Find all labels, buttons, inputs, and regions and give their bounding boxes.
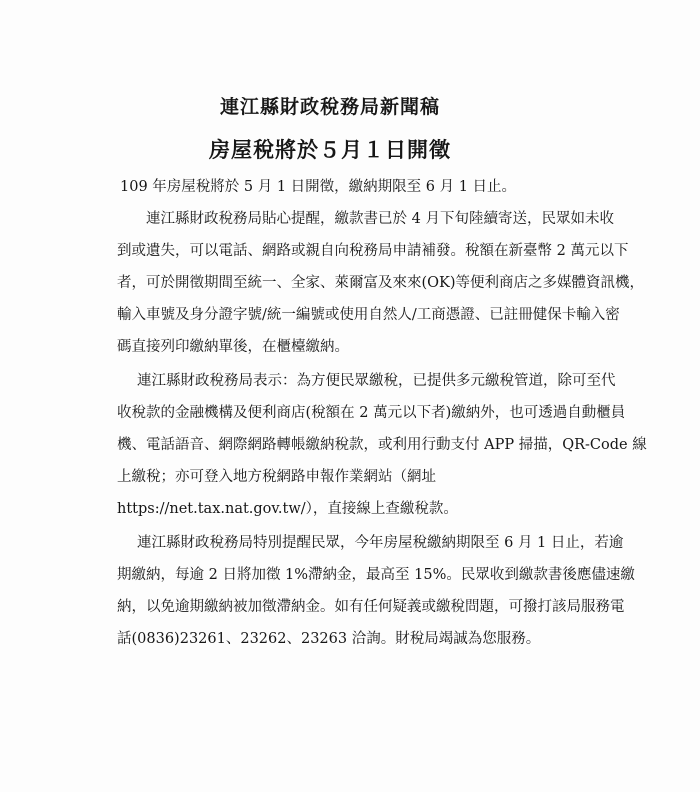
paragraph-line: 連江縣財政稅務局特別提醒民眾，今年房屋稅繳納期限至 6 月 1 日止，若逾 <box>137 535 624 551</box>
paragraph-line: 納，以免逾期繳納被加徵滯納金。如有任何疑義或繳稅問題，可撥打該局服務電 <box>117 599 625 615</box>
document-subtitle: 房屋稅將於５月１日開徵 <box>209 137 451 162</box>
paragraph-line: 連江縣財政稅務局表示：為方便民眾繳稅，已提供多元繳稅管道，除可至代 <box>137 373 616 389</box>
paragraph-line: 到或遺失，可以電話、網路或親自向稅務局申請補發。稅額在新臺幣 2 萬元以下 <box>117 243 629 259</box>
paragraph-line: 碼直接列印繳納單後，在櫃檯繳納。 <box>117 339 349 355</box>
paragraph-line: 輸入車號及身分證字號/統一編號或使用自然人/工商憑證、已註冊健保卡輸入密 <box>117 307 620 323</box>
paragraph-line: 收稅款的金融機構及便利商店(稅額在 2 萬元以下者)繳納外，也可透過自動櫃員 <box>117 405 626 421</box>
paragraph-line: 者，可於開徵期間至統一、全家、萊爾富及來來(OK)等便利商店之多媒體資訊機， <box>117 275 645 291</box>
document-title: 連江縣財政稅務局新聞稿 <box>219 96 440 118</box>
paragraph-line: 話(0836)23261、23262、23263 洽詢。財稅局竭誠為您服務。 <box>117 631 541 647</box>
paragraph-line: 機、電話語音、網際網路轉帳繳納稅款，或利用行動支付 APP 掃描，QR-Code 線 <box>117 437 647 453</box>
paragraph-line: 連江縣財政稅務局貼心提醒，繳款書已於 4 月下旬陸續寄送，民眾如未收 <box>146 211 614 227</box>
paragraph-line: 109 年房屋稅將於 5 月 1 日開徵，繳納期限至 6 月 1 日止。 <box>120 179 517 195</box>
paragraph-line: https://net.tax.nat.gov.tw/），直接線上查繳稅款。 <box>117 501 458 517</box>
paragraph-line: 期繳納，每逾 2 日將加徵 1%滯納金，最高至 15%。民眾收到繳款書後應儘速繳 <box>117 567 635 583</box>
paragraph-line: 上繳稅；亦可登入地方稅網路申報作業網站（網址 <box>117 469 436 485</box>
